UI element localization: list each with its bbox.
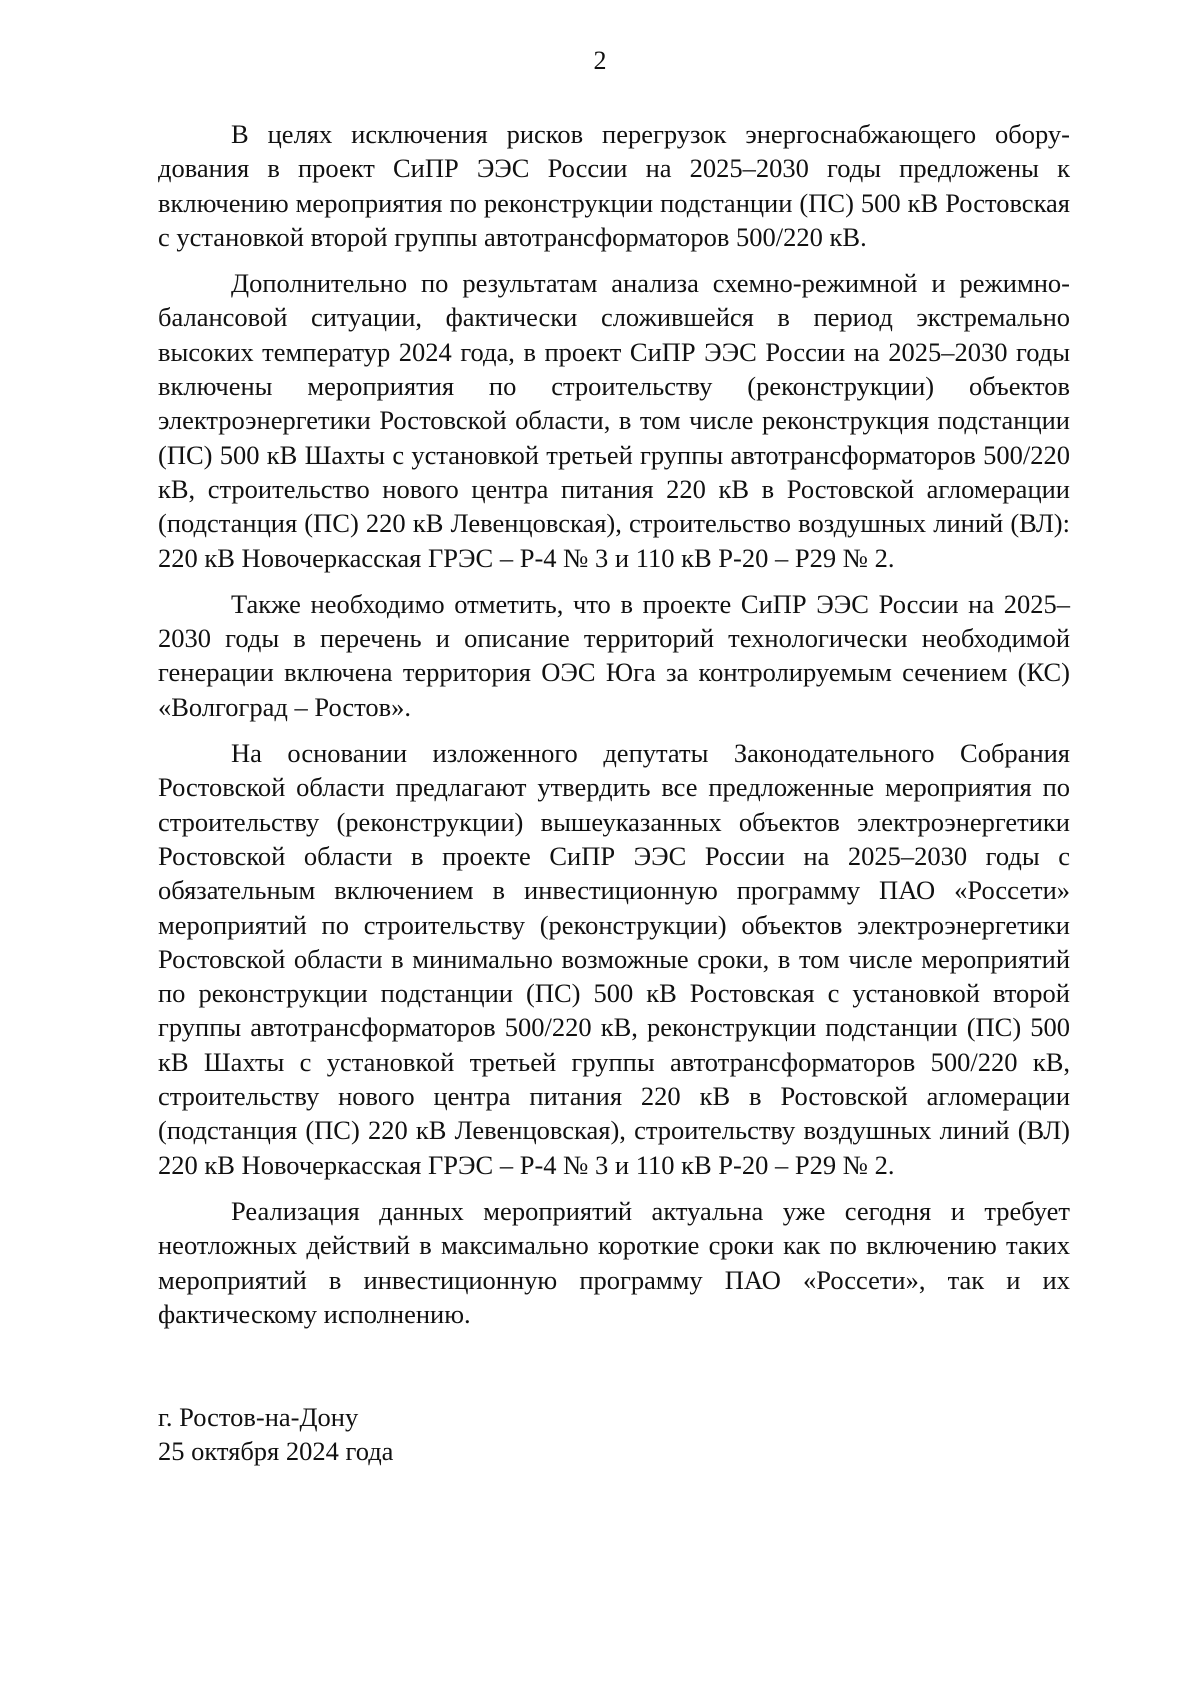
- paragraph: Реализация данных мероприятий актуальна уже сегодня и требует неотложных действий в максимально короткие сроки как по включению таких мероприятий в инвестиционную программу ПАО «Россети», так и их фактическому исполнению.: [158, 1195, 1070, 1329]
- paragraph: На основании изложенного депутаты Законодательного Собрания Ростовской области предлагают утвердить все предложенные мероприятия по строительству (реконструкции) вышеуказанных объектов электроэнергетики Ростовской области в проекте СиПР ЭЭС России на 2025–2030 годы с обязательным включением в инвестиционную программу ПАО «Россети» мероприятий по строительству (реконструкции) объектов электроэнергетики Ростовской области в минимально возможные сроки, в том числе мероприятий по реконструкции подстанции (ПС) 500 кВ Ростовская с установкой второй группы автотрансформаторов 500/220 кВ, реконструкции подстанции (ПС) 500 кВ Шахты с установкой третьей группы автотрансформаторов 500/220 кВ, строительству нового центра питания 220 кВ в Ростовской агломерации (подстанция (ПС) 220 кВ Левенцовская), строительству воздушных линий (ВЛ) 220 кВ Новочеркасская ГРЭС – Р-4 № 3 и 110 кВ Р-20 – Р29 № 2.: [158, 738, 1070, 1180]
- paragraph: Также необходимо отметить, что в проекте СиПР ЭЭС России на 2025–2030 годы в перечень и описание территорий технологически необходимой генерации включена территория ОЭС Юга за контролируемым сечением (КС) «Волгоград – Ростов».: [158, 588, 1070, 722]
- date-line: 25 октября 2024 года: [158, 1436, 394, 1466]
- page-number: 2: [593, 46, 607, 75]
- document-body: [158, 117, 1070, 1331]
- place-line: г. Ростов-на-Дону: [158, 1402, 359, 1432]
- paragraph: В целях исключения рисков перегрузок энергоснабжающего оборудования в проект СиПР ЭЭС России на 2025–2030 годы предложены к включению мероприятия по реконструкции подстанции (ПС) 500 кВ Ростовская с установкой второй группы автотрансформаторов 500/220 кВ.: [158, 119, 1070, 252]
- place-and-date: [158, 1400, 758, 1468]
- paragraph: Дополнительно по результатам анализа схемно-режимной и режимно-балансовой ситуации, фактически сложившейся в период экстремально высоких температур 2024 года, в проект СиПР ЭЭС России на 2025–2030 годы включены мероприятия по строительству (реконструкции) объектов электроэнергетики Ростовской области, в том числе реконструкция подстанции (ПС) 500 кВ Шахты с установкой третьей группы автотрансформаторов 500/220 кВ, строительство нового центра питания 220 кВ в Ростовской агломерации (подстанция (ПС) 220 кВ Левенцовская), строительство воздушных линий (ВЛ): 220 кВ Новочеркасская ГРЭС – Р-4 № 3 и 110 кВ Р-20 – Р29 № 2.: [158, 268, 1070, 573]
